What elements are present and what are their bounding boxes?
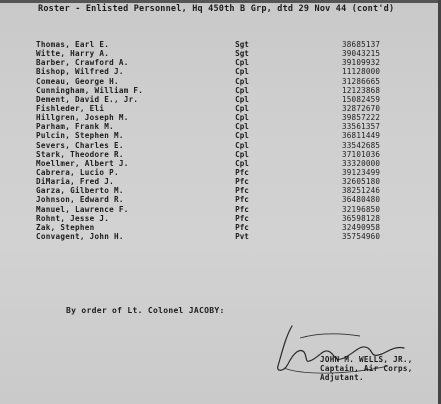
signature-block [320, 355, 413, 382]
member-name: Convagent, John H. [36, 231, 124, 241]
member-rank: Pfc [235, 213, 249, 223]
member-serial: 39123499 [342, 167, 381, 177]
member-serial: 39857222 [342, 113, 381, 123]
member-name: Cabrera, Lucio P. [36, 167, 119, 177]
signatory-title: Captain, Air Corps, [320, 364, 413, 373]
member-name: Dement, David E., Jr. [36, 94, 139, 104]
roster-row [0, 168, 441, 177]
roster-row [0, 232, 441, 241]
member-name: Hillgren, Joseph M. [36, 113, 129, 123]
member-rank: Pfc [235, 177, 249, 187]
member-rank: Cpl [235, 67, 249, 77]
member-rank: Cpl [235, 140, 249, 150]
member-serial: 36598128 [342, 213, 381, 223]
member-rank: Cpl [235, 58, 249, 68]
roster-list [0, 40, 441, 241]
member-name: Pulcin, Stephen M. [36, 131, 124, 141]
member-rank: Sgt [235, 40, 249, 49]
member-name: Fishleder, Eli [36, 103, 105, 113]
roster-row [0, 150, 441, 159]
member-rank: Cpl [235, 94, 249, 104]
roster-row [0, 214, 441, 223]
member-rank: Cpl [235, 149, 249, 159]
member-name: Severs, Charles E. [36, 140, 124, 150]
roster-row [0, 131, 441, 140]
member-rank: Pfc [235, 195, 249, 205]
member-rank: Cpl [235, 103, 249, 113]
roster-row [0, 177, 441, 186]
member-serial: 12123868 [342, 85, 381, 95]
roster-header: Roster - Enlisted Personnel, Hq 450th B Grp, dtd 29 Nov 44 (cont'd) [38, 4, 395, 14]
member-name: Zak, Stephen [36, 222, 95, 232]
member-serial: 33561357 [342, 122, 381, 132]
member-serial: 31286665 [342, 76, 381, 86]
member-serial: 32490958 [342, 222, 381, 232]
member-serial: 37101036 [342, 149, 381, 159]
roster-row [0, 49, 441, 58]
member-rank: Pfc [235, 186, 249, 196]
member-rank: Pfc [235, 204, 249, 214]
member-name: Comeau, George H. [36, 76, 119, 86]
member-rank: Cpl [235, 85, 249, 95]
member-rank: Cpl [235, 113, 249, 123]
member-name: Manuel, Lawrence F. [36, 204, 129, 214]
member-serial: 32605180 [342, 177, 381, 187]
member-serial: 39109932 [342, 58, 381, 68]
roster-row [0, 223, 441, 232]
member-serial: 38251246 [342, 186, 381, 196]
scan-edge-top [0, 0, 441, 3]
member-name: Witte, Harry A. [36, 49, 110, 59]
roster-row [0, 113, 441, 122]
roster-row [0, 86, 441, 95]
member-name: Stark, Theodore R. [36, 149, 124, 159]
roster-row [0, 195, 441, 204]
roster-row [0, 205, 441, 214]
member-rank: Pfc [235, 167, 249, 177]
member-name: Thomas, Earl E. [36, 40, 110, 49]
member-rank: Pfc [235, 222, 249, 232]
roster-row [0, 141, 441, 150]
member-serial: 38685137 [342, 40, 381, 49]
member-name: Rohnt, Jesse J. [36, 213, 110, 223]
member-serial: 15082459 [342, 94, 381, 104]
member-name: Cunningham, William F. [36, 85, 144, 95]
member-name: DiMaria, Fred J. [36, 177, 114, 187]
member-rank: Cpl [235, 158, 249, 168]
roster-row [0, 40, 441, 49]
roster-row [0, 58, 441, 67]
member-serial: 33542685 [342, 140, 381, 150]
member-serial: 32196850 [342, 204, 381, 214]
order-line: By order of Lt. Colonel JACOBY: [66, 306, 225, 315]
roster-row [0, 122, 441, 131]
member-name: Barber, Crawford A. [36, 58, 129, 68]
member-name: Parham, Frank M. [36, 122, 114, 132]
member-serial: 35754960 [342, 231, 381, 241]
member-rank: Cpl [235, 76, 249, 86]
member-serial: 39043215 [342, 49, 381, 59]
roster-row [0, 159, 441, 168]
member-rank: Cpl [235, 122, 249, 132]
roster-row [0, 77, 441, 86]
signatory-role: Adjutant. [320, 373, 364, 382]
member-name: Johnson, Edward R. [36, 195, 124, 205]
signatory-name: JOHN M. WELLS, JR., [320, 355, 413, 364]
member-serial: 11128000 [342, 67, 381, 77]
member-rank: Sgt [235, 49, 249, 59]
member-name: Bishop, Wilfred J. [36, 67, 124, 77]
member-serial: 33320000 [342, 158, 381, 168]
member-serial: 36480480 [342, 195, 381, 205]
member-rank: Cpl [235, 131, 249, 141]
member-serial: 32872670 [342, 103, 381, 113]
roster-row [0, 186, 441, 195]
member-name: Moellmer, Albert J. [36, 158, 129, 168]
roster-row [0, 67, 441, 76]
member-rank: Pvt [235, 231, 249, 241]
roster-row [0, 104, 441, 113]
member-name: Garza, Gilberto M. [36, 186, 124, 196]
member-serial: 36811449 [342, 131, 381, 141]
roster-row [0, 95, 441, 104]
